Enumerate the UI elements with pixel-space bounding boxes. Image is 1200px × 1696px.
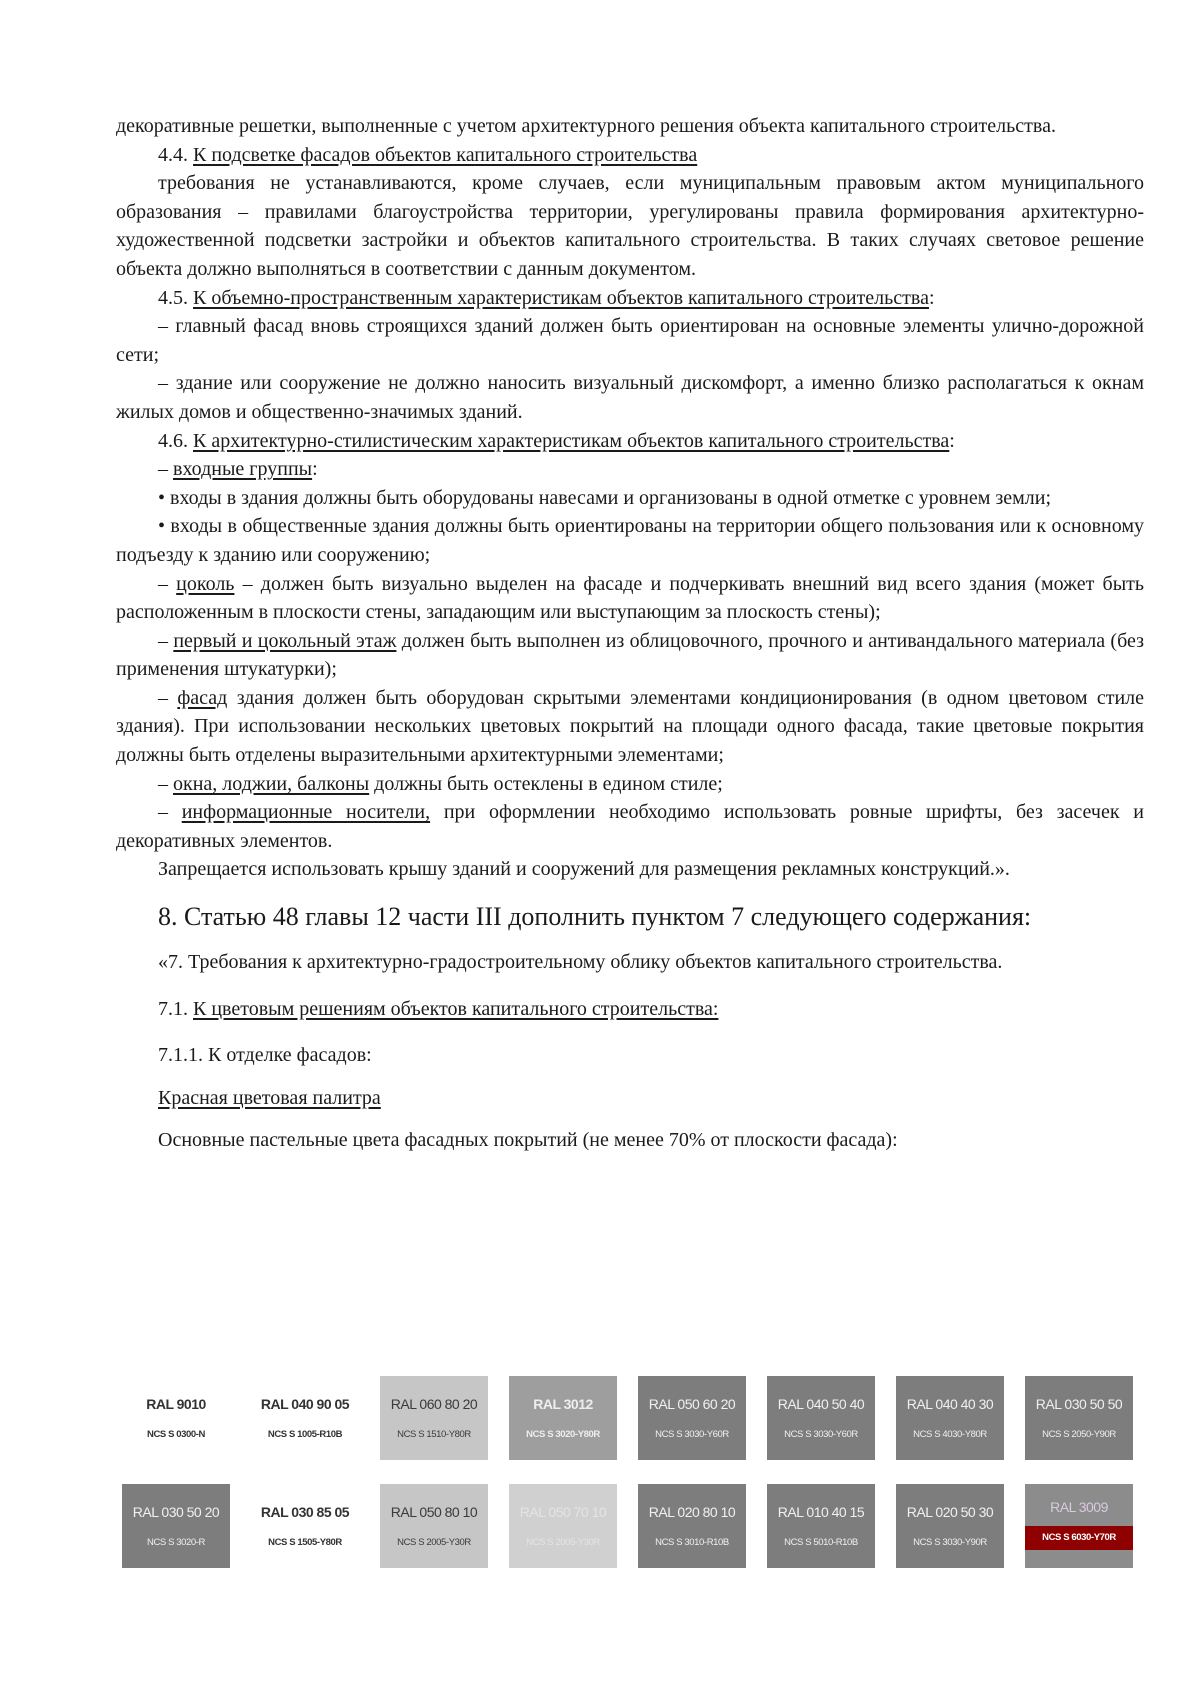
ral-code: RAL 040 90 05: [260, 1396, 350, 1412]
ncs-code: NCS S 3030-Y60R: [655, 1429, 729, 1440]
red-palette-heading: Красная цветовая палитра: [158, 1086, 381, 1109]
ral-code: RAL 060 80 20: [390, 1396, 478, 1412]
main-colors-caption: Основные пастельные цвета фасадных покрытий (не менее 70% от плоскости фасада):: [158, 1129, 898, 1152]
list-item-entry-groups: – входные группы:: [158, 458, 318, 481]
section-title: К архитектурно-стилистическим характеристикам объектов капитального строительства: [193, 429, 950, 452]
section-7-1-1-heading: 7.1.1. К отделке фасадов:: [158, 1044, 372, 1067]
bullet-entrances-public: • входы в общественные здания должны быть ориентированы на территории общего пользования или к основному подъезду к зданию или сооружению;: [116, 515, 1144, 566]
ncs-code: NCS S 1505-Y80R: [268, 1537, 342, 1548]
section-number: 4.6.: [158, 429, 188, 452]
list-item-main-facade: – главный фасад вновь строящихся зданий должен быть ориентирован на основные элементы улично-дорожной сети;: [116, 315, 1144, 366]
ncs-code: NCS S 2050-Y90R: [1042, 1429, 1116, 1440]
color-swatch: [251, 1376, 359, 1460]
ral-code: RAL 030 50 20: [132, 1504, 220, 1520]
ncs-code: NCS S 1005-R10B: [267, 1429, 343, 1440]
color-swatch: [767, 1376, 875, 1460]
color-swatch: [509, 1376, 617, 1460]
ral-code: RAL 3009: [1050, 1499, 1108, 1515]
paragraph-decorative-grilles: декоративные решетки, выполненные с учетом архитектурного решения объекта капитального строительства.: [116, 115, 1056, 137]
ncs-code: NCS S 5010-R10B: [784, 1537, 858, 1548]
ral-code: RAL 020 50 30: [906, 1504, 994, 1520]
color-swatch: [380, 1376, 488, 1460]
ral-code: RAL 3012: [533, 1396, 593, 1412]
ncs-code: NCS S 3030-Y90R: [913, 1537, 987, 1548]
ncs-code: NCS S 1510-Y80R: [397, 1429, 471, 1440]
list-item-visual-discomfort: – здание или сооружение не должно наносить визуальный дискомфорт, а именно близко располагаться к окнам жилых домов и общественно-значимых зданий.: [116, 372, 1144, 423]
list-item-info-carriers: – информационные носители, при оформлении необходимо использовать ровные шрифты, без засечек и декоративных элементов.: [116, 801, 1145, 852]
ral-code: RAL 040 50 40: [777, 1396, 865, 1412]
color-swatch: [638, 1484, 746, 1568]
ncs-code: NCS S 0300-N: [146, 1429, 206, 1440]
list-item-first-floor: – первый и цокольный этаж должен быть выполнен из облицовочного, прочного и антивандального материала (без применения штукатурки);: [116, 629, 1145, 681]
section-title: К цветовым решениям объектов капитального строительства:: [193, 997, 719, 1020]
ral-code: RAL 050 60 20: [648, 1396, 736, 1412]
section-4-6-heading: 4.6. К архитектурно-стилистическим характеристикам объектов капитального строительства:: [158, 429, 955, 452]
document-text: [116, 112, 1144, 1155]
section-4-4-heading: [116, 141, 1144, 170]
color-swatch: [896, 1484, 1004, 1568]
color-swatch: [1025, 1376, 1133, 1460]
ral-code: RAL 020 80 10: [648, 1504, 736, 1520]
section-number: 4.5.: [158, 286, 188, 309]
paragraph-requirements-7: «7. Требования к архитектурно-градостроительному облику объектов капитального строительства.: [158, 951, 1003, 974]
ncs-code: NCS S 3030-Y60R: [784, 1429, 858, 1440]
section-number: 4.4.: [158, 143, 188, 166]
section-8-heading: 8. Статью 48 главы 12 части III дополнить пунктом 7 следующего содержания:: [158, 902, 1032, 932]
color-swatch: [767, 1484, 875, 1568]
ncs-code: NCS S 2005-Y30R: [526, 1537, 600, 1548]
ncs-code: NCS S 6030-Y70R: [1025, 1526, 1133, 1550]
color-swatch: [896, 1376, 1004, 1460]
color-swatch: [122, 1484, 230, 1568]
color-swatch: [638, 1376, 746, 1460]
ncs-code: NCS S 4030-Y80R: [913, 1429, 987, 1440]
ral-code: RAL 010 40 15: [777, 1504, 865, 1520]
ncs-code: NCS S 3020-R: [146, 1537, 206, 1548]
color-swatch: [1025, 1484, 1133, 1568]
section-4-5-heading: 4.5. К объемно-пространственным характеристикам объектов капитального строительства:: [158, 286, 935, 309]
color-swatch: [380, 1484, 488, 1568]
ral-code: RAL 9010: [146, 1396, 206, 1412]
paragraph-lighting: требования не устанавливаются, кроме случаев, если муниципальным правовым актом муниципального образования – правилами благоустройства территории, урегулированы правила формирования архитектурно-художественной подсветки застройки и объектов капитального строительства. В таких случаях световое решение объекта должно выполняться в соответствии с данным документом.: [116, 172, 1144, 280]
ncs-code: NCS S 3020-Y80R: [526, 1429, 600, 1440]
ral-code: RAL 040 40 30: [906, 1396, 994, 1412]
ncs-code: NCS S 3010-R10B: [655, 1537, 729, 1548]
list-item-plinth: – цоколь – должен быть визуально выделен на фасаде и подчеркивать внешний вид всего здания (может быть расположенным в плоскости стены, западающим или выступающим за плоскость стены);: [116, 572, 1144, 624]
ral-code: RAL 030 85 05: [260, 1504, 350, 1520]
ral-code: RAL 030 50 50: [1035, 1396, 1123, 1412]
ral-code: RAL 050 80 10: [390, 1504, 478, 1520]
section-7-1-heading: [116, 995, 1144, 1024]
color-swatch: [509, 1484, 617, 1568]
color-swatch-grid: [122, 1376, 1150, 1568]
bullet-entrances-canopies: • входы в здания должны быть оборудованы навесами и организованы в одной отметке с уровнем земли;: [158, 486, 1052, 509]
ral-code: RAL 050 70 10: [519, 1504, 607, 1520]
section-title: К объемно-пространственным характеристикам объектов капитального строительства: [193, 286, 929, 309]
section-number: 7.1.: [158, 997, 188, 1020]
color-swatch: [122, 1376, 230, 1460]
list-item-windows: – окна, лоджии, балконы должны быть остеклены в едином стиле;: [158, 772, 723, 795]
paragraph-roof-prohibition: Запрещается использовать крышу зданий и сооружений для размещения рекламных конструкций.».: [158, 858, 1010, 881]
section-title: К подсветке фасадов объектов капитального строительства: [193, 143, 698, 166]
ncs-code: NCS S 2005-Y30R: [397, 1537, 471, 1548]
color-swatch: [251, 1484, 359, 1568]
list-item-facade: – фасад здания должен быть оборудован скрытыми элементами кондиционирования (в одном цветовом стиле здания). При использовании нескольких цветовых покрытий на площади одного фасада, такие цветовые покрытия должны быть отделены выразительными архитектурными элементами;: [116, 686, 1145, 767]
